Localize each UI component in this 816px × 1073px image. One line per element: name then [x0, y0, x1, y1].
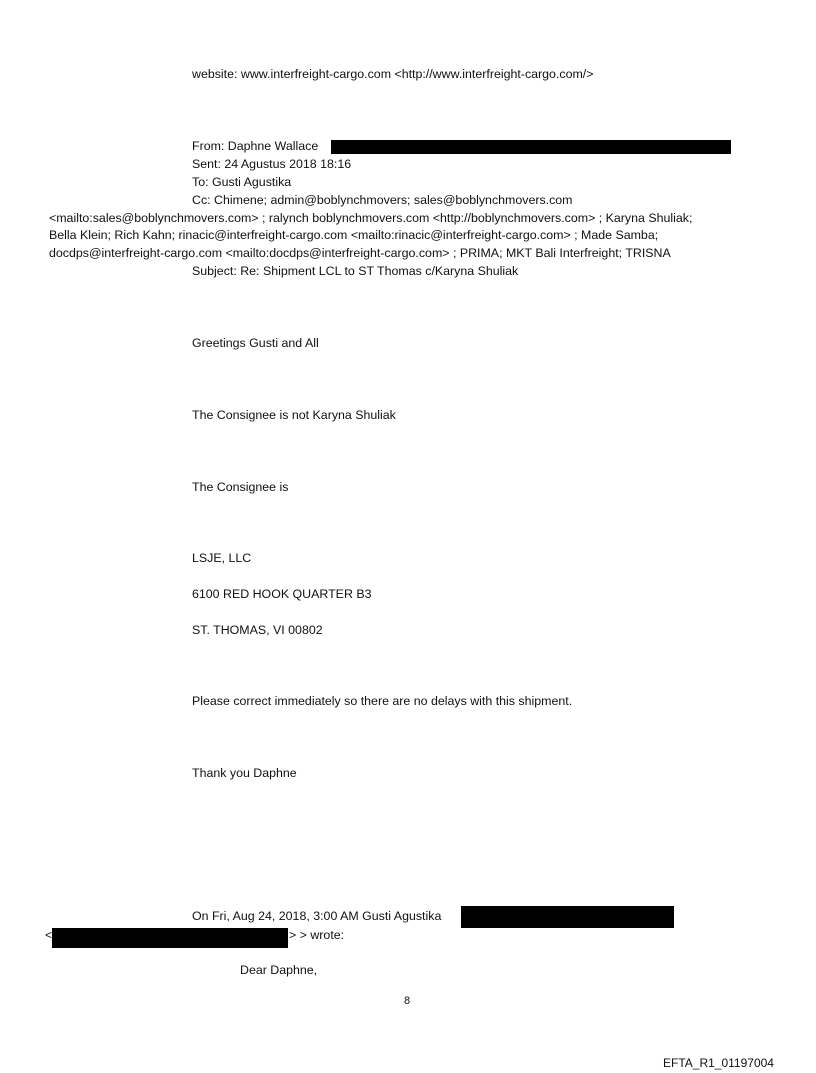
address-line-2: 6100 RED HOOK QUARTER B3 — [192, 587, 372, 601]
paragraph-consignee-not: The Consignee is not Karyna Shuliak — [192, 408, 396, 422]
from-line: From: Daphne Wallace — [192, 139, 319, 153]
website-line: website: www.interfreight-cargo.com <http://www.interfreight-cargo.com/> — [192, 67, 594, 81]
address-line-1: LSJE, LLC — [192, 551, 252, 565]
quoted-header-line-1: On Fri, Aug 24, 2018, 3:00 AM Gusti Agustika — [192, 909, 442, 923]
cc-line-2: <mailto:sales@boblynchmovers.com> ; ralynch boblynchmovers.com <http://boblynchmovers.com> ; Karyna Shuliak; — [49, 211, 693, 225]
quoted-salutation: Dear Daphne, — [240, 963, 318, 977]
page-number: 8 — [404, 995, 411, 1007]
to-line: To: Gusti Agustika — [192, 175, 292, 189]
quoted-header-wrote: > > wrote: — [289, 928, 345, 942]
cc-line-3: Bella Klein; Rich Kahn; rinacic@interfreight-cargo.com <mailto:rinacic@interfreight-cargo.com> ; Made Samba; — [49, 228, 659, 242]
sent-line: Sent: 24 Agustus 2018 18:16 — [192, 157, 352, 171]
quoted-header-prefix: < — [45, 928, 53, 942]
redaction-from-email — [331, 140, 731, 154]
paragraph-consignee-is: The Consignee is — [192, 480, 289, 494]
subject-line: Subject: Re: Shipment LCL to ST Thomas c/Karyna Shuliak — [192, 264, 519, 278]
cc-line-1: Cc: Chimene; admin@boblynchmovers; sales@boblynchmovers.com — [192, 193, 573, 207]
address-line-3: ST. THOMAS, VI 00802 — [192, 623, 323, 637]
cc-line-4: docdps@interfreight-cargo.com <mailto:docdps@interfreight-cargo.com> ; PRIMA; MKT Bali Interfreight; TRISNA — [49, 246, 671, 260]
paragraph-correct: Please correct immediately so there are no delays with this shipment. — [192, 694, 573, 708]
footer-document-id: EFTA_R1_01197004 — [663, 1056, 774, 1070]
redaction-quoted-email-2 — [52, 928, 288, 948]
signoff: Thank you Daphne — [192, 766, 297, 780]
greeting: Greetings Gusti and All — [192, 336, 319, 350]
redaction-quoted-email-1 — [461, 906, 674, 928]
